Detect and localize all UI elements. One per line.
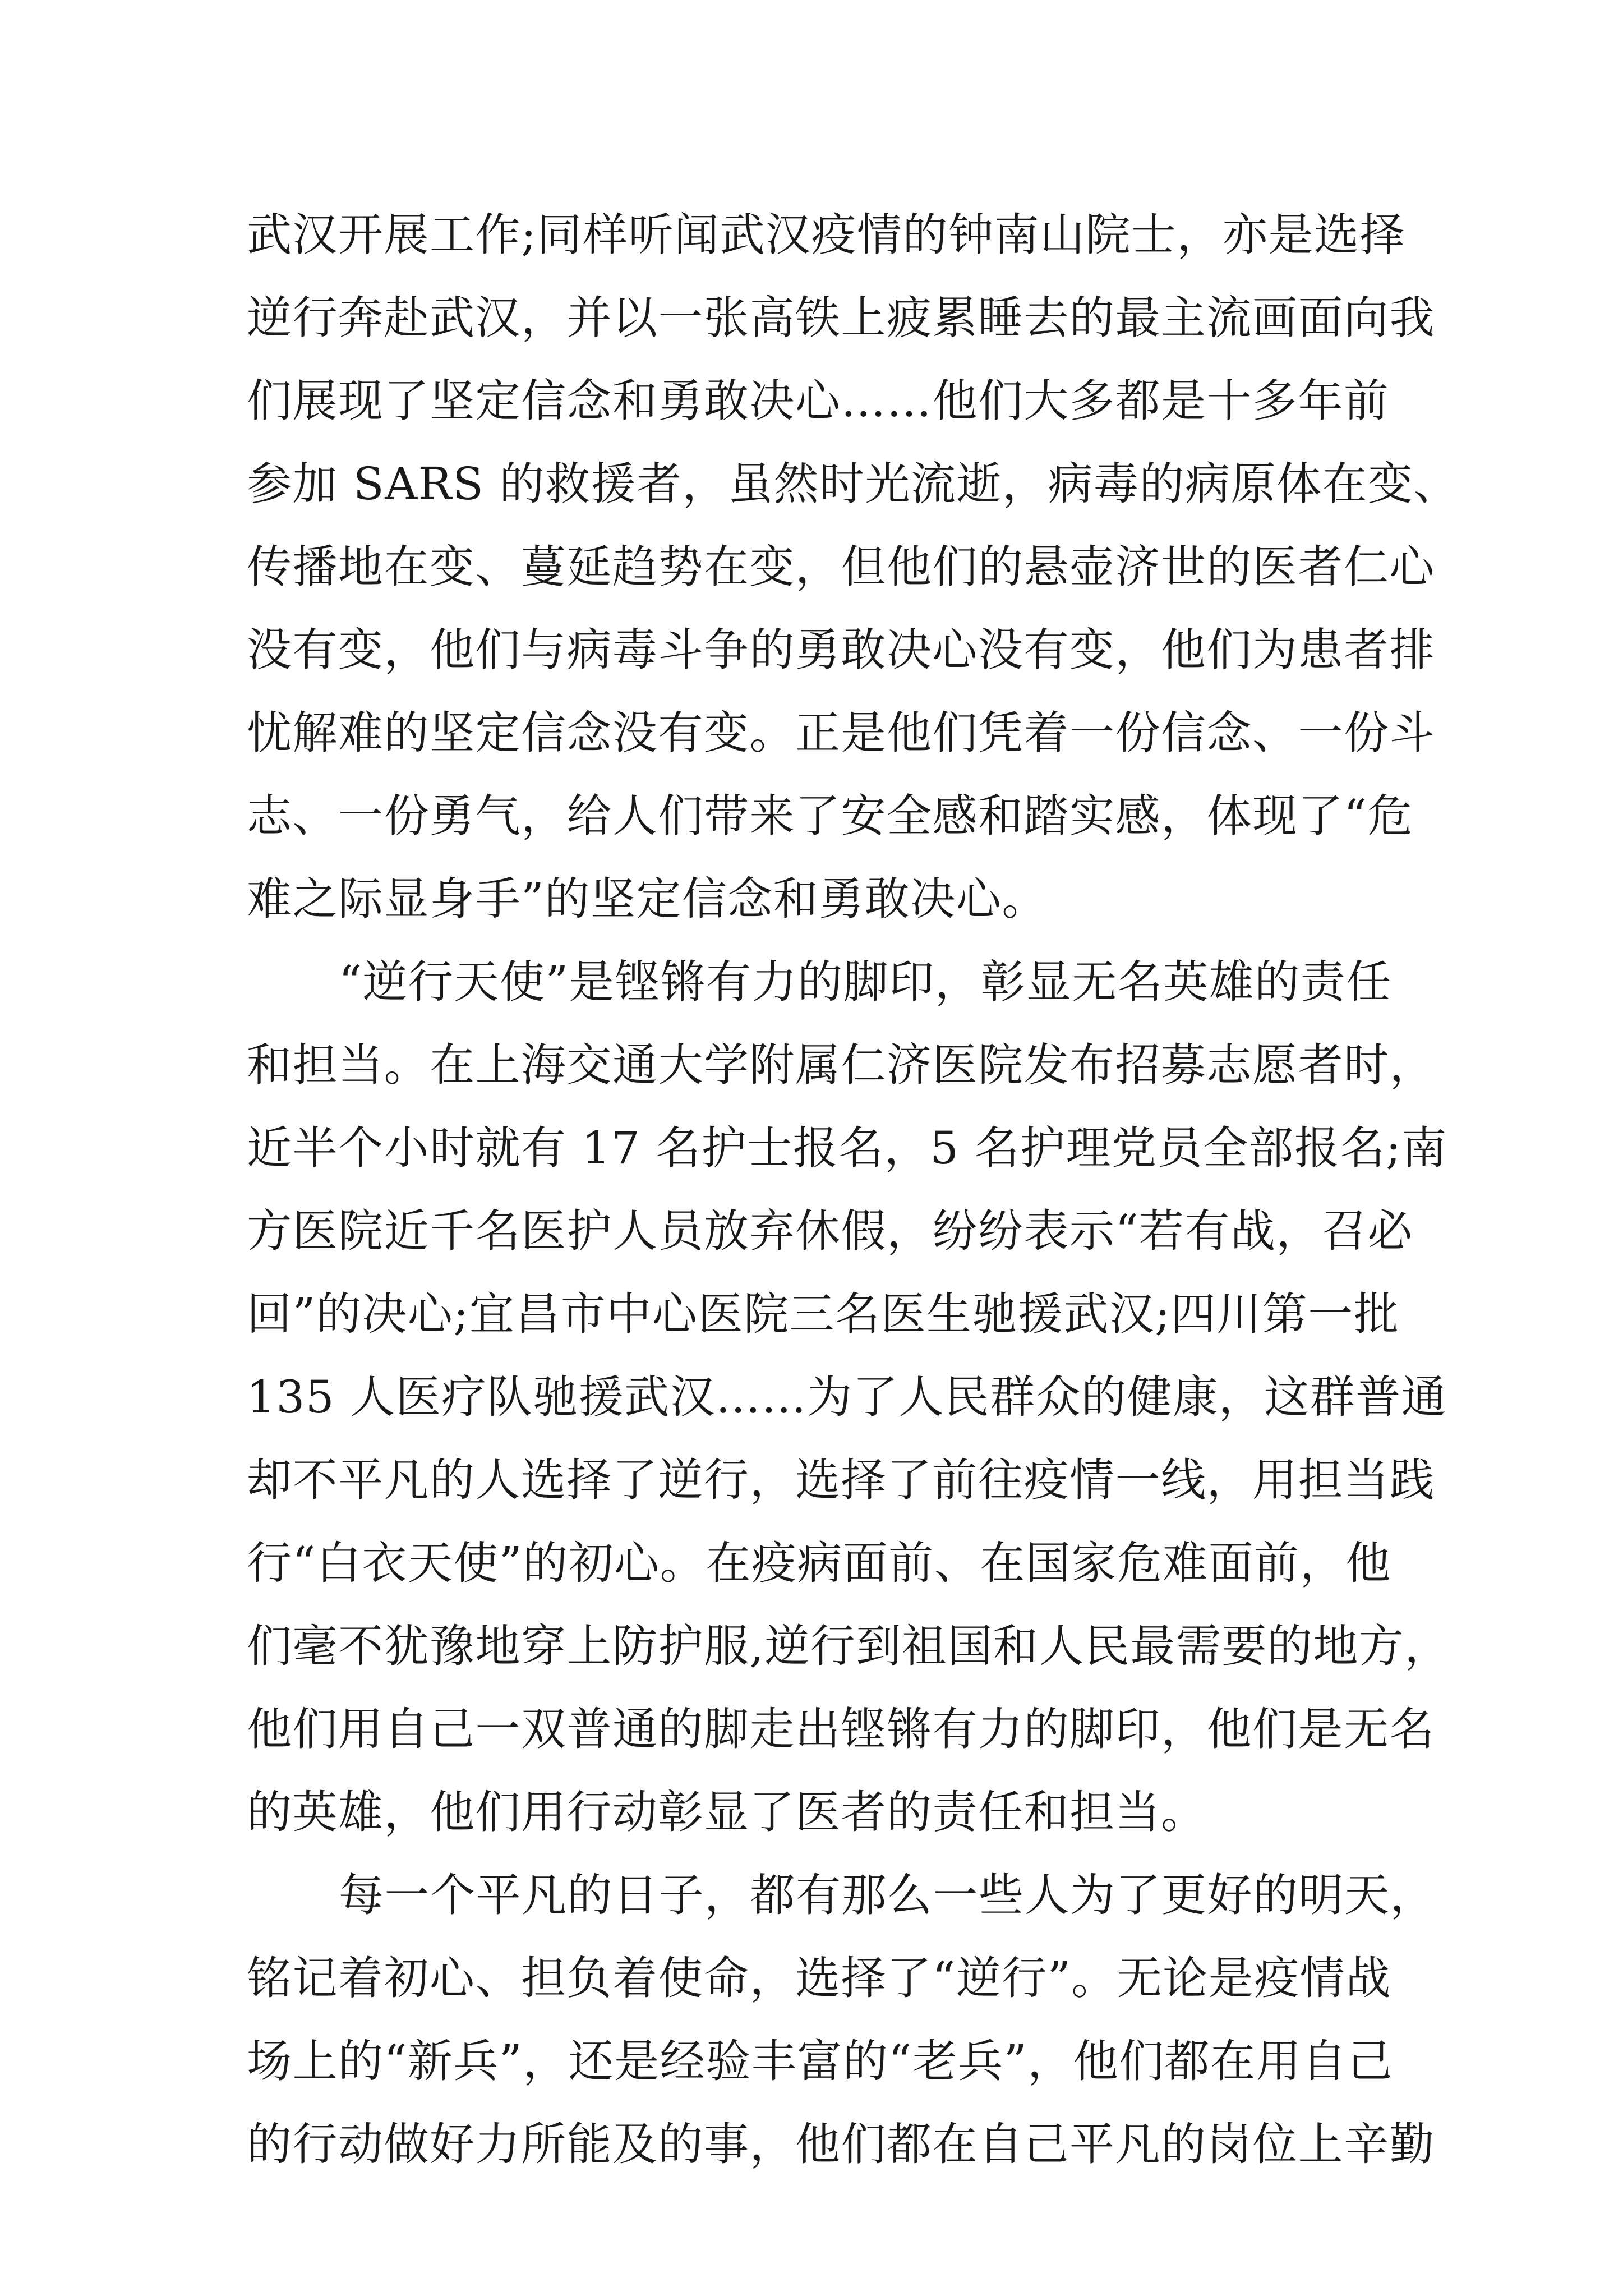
text-line: 回”的决心;宜昌市中心医院三名医生驰援武汉;四川第一批 — [247, 1288, 1400, 1340]
paragraph-3 — [247, 1854, 1436, 2186]
text-line: 行“白衣天使”的初心。在疫病面前、在国家危难面前，他 — [247, 1537, 1391, 1589]
body-text — [247, 194, 1459, 2186]
text-line: 武汉开展工作;同样听闻武汉疫情的钟南山院士，亦是选择 — [247, 209, 1405, 261]
text-line: 没有变，他们与病毒斗争的勇敢决心没有变，他们为患者排 — [247, 624, 1435, 676]
text-line: 难之际显身手”的坚定信念和勇敢决心。 — [247, 873, 1048, 925]
text-line: 逆行奔赴武汉，并以一张高铁上疲累睡去的最主流画面向我 — [247, 292, 1435, 344]
text-line: 铭记着初心、担负着使命，选择了“逆行”。无论是疫情战 — [247, 1952, 1391, 2004]
text-line: 方医院近千名医护人员放弃休假，纷纷表示“若有战，召必 — [247, 1205, 1413, 1257]
text-line: 每一个平凡的日子，都有那么一些人为了更好的明天， — [339, 1869, 1436, 1921]
text-line: 135 人医疗队驰援武汉……为了人民群众的健康，这群普通 — [247, 1371, 1447, 1423]
text-line: 的行动做好力所能及的事，他们都在自己平凡的岗位上辛勤 — [247, 2118, 1435, 2170]
text-line: 们展现了坚定信念和勇敢决心……他们大多都是十多年前 — [247, 375, 1390, 427]
text-line: 们毫不犹豫地穿上防护服,逆行到祖国和人民最需要的地方， — [247, 1620, 1450, 1672]
text-line: 却不平凡的人选择了逆行，选择了前往疫情一线，用担当践 — [247, 1454, 1435, 1506]
text-line: 和担当。在上海交通大学附属仁济医院发布招募志愿者时， — [247, 1039, 1435, 1091]
paragraph-1 — [247, 194, 1459, 941]
text-line: 参加 SARS 的救援者，虽然时光流逝，病毒的病原体在变、 — [247, 458, 1459, 510]
text-line: 忧解难的坚定信念没有变。正是他们凭着一份信念、一份斗 — [247, 707, 1435, 759]
text-line: 他们用自己一双普通的脚走出铿锵有力的脚印，他们是无名 — [247, 1703, 1435, 1755]
text-line: 志、一份勇气，给人们带来了安全感和踏实感，体现了“危 — [247, 790, 1413, 842]
text-line: 近半个小时就有 17 名护士报名，5 名护理党员全部报名;南 — [247, 1122, 1447, 1174]
paragraph-2 — [247, 941, 1450, 1854]
text-line: 的英雄，他们用行动彰显了医者的责任和担当。 — [247, 1786, 1207, 1838]
text-line: “逆行天使”是铿锵有力的脚印，彰显无名英雄的责任 — [339, 956, 1392, 1008]
text-line: 场上的“新兵”，还是经验丰富的“老兵”，他们都在用自己 — [247, 2035, 1394, 2087]
text-line: 传播地在变、蔓延趋势在变，但他们的悬壶济世的医者仁心 — [247, 541, 1435, 593]
